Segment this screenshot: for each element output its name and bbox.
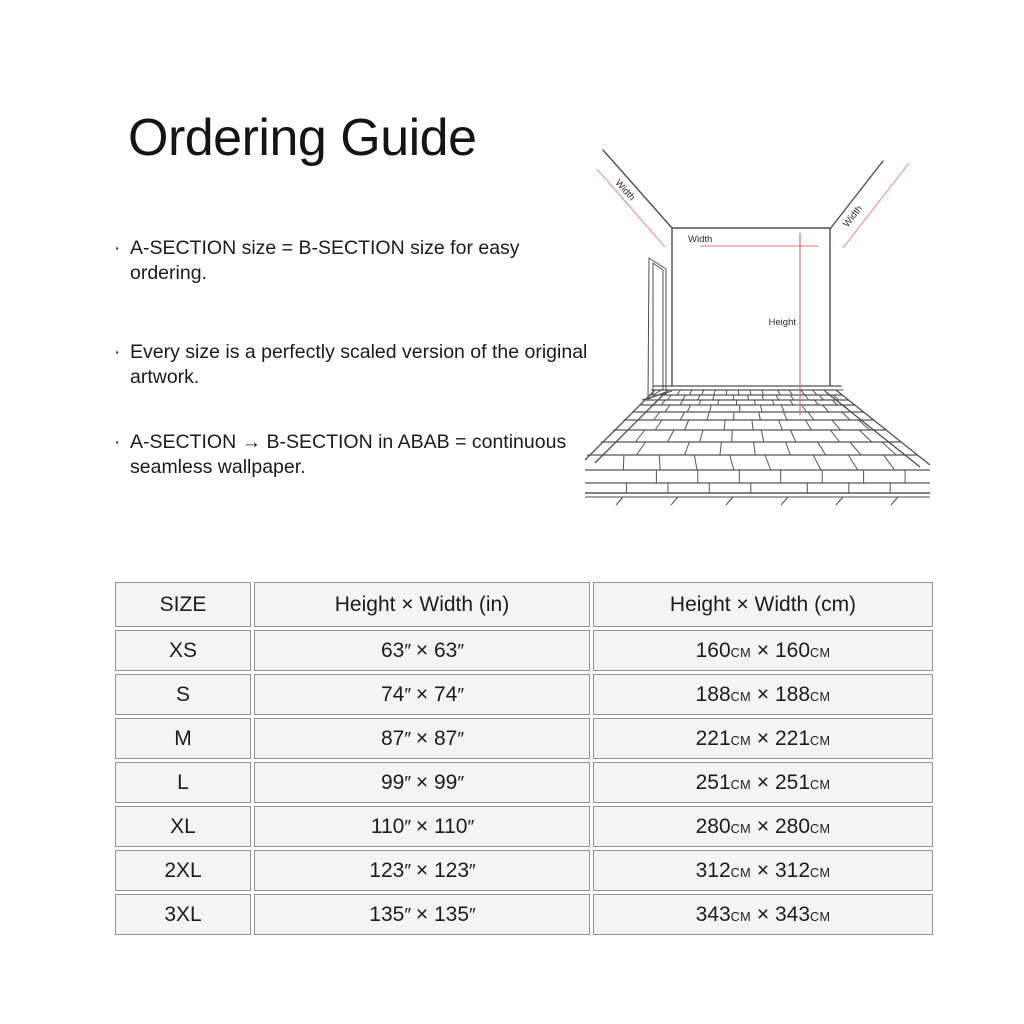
floor-line [819, 395, 824, 400]
inches-cell: 63″ × 63″ [254, 630, 590, 671]
floor-line [842, 412, 850, 420]
floor-line [781, 405, 784, 412]
header-inches: Height × Width (in) [254, 582, 590, 627]
floor-line [680, 400, 683, 405]
cm-cell: 343CM × 343CM [593, 894, 933, 935]
floor-edge-right-outer [836, 390, 930, 465]
bullet-list [114, 236, 592, 480]
unit-in: ″ [404, 728, 411, 750]
bullet-item [114, 236, 592, 286]
floor-line [668, 430, 674, 442]
floor-line [724, 420, 725, 430]
floor-line [718, 400, 719, 405]
size-table [112, 579, 936, 938]
unit-cm: CM [810, 865, 831, 880]
size-cell: XS [115, 630, 251, 671]
height-label: Height [768, 317, 796, 328]
unit-in: ″ [469, 860, 475, 882]
table-row [115, 674, 933, 715]
cm-cell: 312CM × 312CM [593, 850, 933, 891]
floor-line [801, 390, 805, 395]
table-row [115, 894, 933, 935]
unit-cm: CM [730, 733, 752, 748]
table-row [115, 850, 933, 891]
floor-line [790, 395, 793, 400]
floor-line [699, 400, 701, 405]
floor-line [659, 455, 660, 470]
floor-line [637, 442, 646, 455]
floor-line [760, 405, 762, 412]
floor-line [776, 395, 778, 400]
table-row [115, 806, 933, 847]
unit-cm: CM [730, 645, 752, 660]
floor-line [813, 455, 821, 470]
inches-cell: 135″ × 135″ [254, 894, 590, 935]
floor-line [765, 455, 771, 470]
floor-line [748, 395, 749, 400]
unit-cm: CM [730, 909, 752, 924]
unit-cm: CM [810, 733, 831, 748]
cm-cell: 280CM × 280CM [593, 806, 933, 847]
floor-line [750, 390, 751, 395]
floor-line [702, 390, 704, 395]
cm-cell: 221CM × 221CM [593, 718, 933, 759]
floor-line [830, 430, 839, 442]
width-label-right: Width [841, 203, 865, 230]
inches-cell: 110″ × 110″ [254, 806, 590, 847]
floor-line [713, 395, 714, 400]
size-cell: 2XL [115, 850, 251, 891]
floor-line [654, 412, 660, 420]
floor-line [732, 430, 733, 442]
floor-line [783, 412, 787, 420]
floor-line [720, 442, 722, 455]
floor-line [623, 455, 624, 470]
size-table-body [115, 630, 933, 935]
bullet-item [114, 430, 592, 480]
size-cell: M [115, 718, 251, 759]
bullet-text: A-SECTION size = B-SECTION size for easy ordering. [130, 237, 520, 284]
floor-line [685, 442, 690, 455]
unit-in: ″ [404, 816, 411, 838]
width-label-top: Width [688, 234, 713, 245]
floor-line [661, 400, 665, 405]
floor-line [884, 455, 895, 470]
floor-line [808, 412, 814, 420]
floor-line [882, 442, 896, 455]
unit-cm: CM [730, 689, 752, 704]
floor-line [848, 455, 858, 470]
floor-line [714, 390, 715, 395]
floor-line [668, 395, 672, 400]
measure-line-width-right [843, 163, 909, 248]
floor-line [730, 455, 734, 470]
floor-line [677, 390, 681, 395]
floor-line [635, 430, 644, 442]
table-row [115, 762, 933, 803]
bullet-dot: · [114, 432, 121, 453]
header-cm: Height × Width (cm) [593, 582, 933, 627]
door-frame-inner [653, 263, 663, 395]
floor-line [814, 400, 818, 405]
inches-cell: 74″ × 74″ [254, 674, 590, 715]
inches-cell: 99″ × 99″ [254, 762, 590, 803]
floor-line [689, 390, 692, 395]
page-title: Ordering Guide [128, 109, 477, 167]
unit-in: ″ [469, 904, 475, 926]
unit-in: ″ [404, 640, 411, 662]
table-row [115, 718, 933, 759]
floor-line [805, 395, 809, 400]
cm-cell: 188CM × 188CM [593, 674, 933, 715]
measurement-lines [597, 163, 909, 415]
floor-line [684, 420, 688, 430]
unit-cm: CM [810, 689, 831, 704]
cm-cell: 251CM × 251CM [593, 762, 933, 803]
unit-cm: CM [810, 821, 831, 836]
floor-line [710, 405, 712, 412]
floor-line [683, 395, 686, 400]
floor-line [823, 405, 829, 412]
unit-cm: CM [810, 909, 831, 924]
floor-line [832, 420, 841, 430]
cm-cell: 160CM × 160CM [593, 630, 933, 671]
floor-line [802, 405, 807, 412]
header-size: SIZE [115, 582, 251, 627]
floor-line [786, 442, 791, 455]
bullet-text: A-SECTION → B-SECTION in ABAB = continuous seamless wallpaper. [130, 431, 567, 478]
bullet-dot: · [114, 342, 121, 363]
floor-line [680, 412, 684, 420]
unit-cm: CM [730, 777, 752, 792]
bullet-dot: · [114, 238, 121, 259]
door [642, 258, 672, 400]
floor-line [665, 405, 670, 412]
room-diagram [578, 132, 938, 512]
floor-line [694, 455, 697, 470]
floor-line [707, 412, 709, 420]
floor-line [726, 390, 727, 395]
floor-line [812, 390, 817, 395]
width-label-left: Width [612, 177, 638, 204]
floor-line [754, 400, 755, 405]
floor-line [754, 442, 756, 455]
unit-in: ″ [467, 816, 474, 838]
floor-line [790, 400, 793, 405]
size-cell: 3XL [115, 894, 251, 935]
floor-line [687, 405, 691, 412]
floor-line [789, 390, 792, 395]
unit-cm: CM [810, 777, 831, 792]
floor-edge-left-outer [585, 390, 655, 460]
floor-line [818, 442, 826, 455]
floor-line [655, 420, 662, 430]
unit-in: ″ [404, 860, 411, 882]
bullet-item [114, 340, 592, 390]
floor-edges [585, 390, 930, 505]
inches-cell: 123″ × 123″ [254, 850, 590, 891]
unit-in: ″ [457, 684, 464, 706]
unit-cm: CM [730, 865, 752, 880]
floor-line [791, 430, 796, 442]
floor-line [752, 420, 753, 430]
unit-in: ″ [404, 772, 411, 794]
room-walls [603, 150, 883, 390]
floor-line [779, 420, 783, 430]
floor-edge-left-inner [595, 393, 665, 463]
floor-line [762, 390, 764, 395]
table-header-row [115, 582, 933, 627]
unit-in: ″ [404, 684, 411, 706]
table-row [115, 630, 933, 671]
unit-in: ″ [457, 640, 464, 662]
unit-in: ″ [457, 772, 464, 794]
bullet-text: Every size is a perfectly scaled version of the original artwork. [130, 341, 588, 388]
inches-cell: 87″ × 87″ [254, 718, 590, 759]
floor-parquet [585, 390, 930, 493]
floor-line [759, 412, 761, 420]
size-cell: L [115, 762, 251, 803]
floor-line [772, 400, 774, 405]
floor-line [762, 395, 764, 400]
size-cell: S [115, 674, 251, 715]
floor-line [698, 395, 700, 400]
unit-cm: CM [810, 645, 831, 660]
floor-line [761, 430, 764, 442]
unit-cm: CM [730, 821, 752, 836]
floor-line [700, 430, 703, 442]
floor-line [859, 430, 871, 442]
size-cell: XL [115, 806, 251, 847]
floor-line [850, 442, 861, 455]
floor-line [778, 390, 781, 395]
floor-line [805, 420, 811, 430]
unit-in: ″ [404, 904, 411, 926]
floor-bottom-ticks [616, 497, 898, 505]
unit-in: ″ [457, 728, 464, 750]
